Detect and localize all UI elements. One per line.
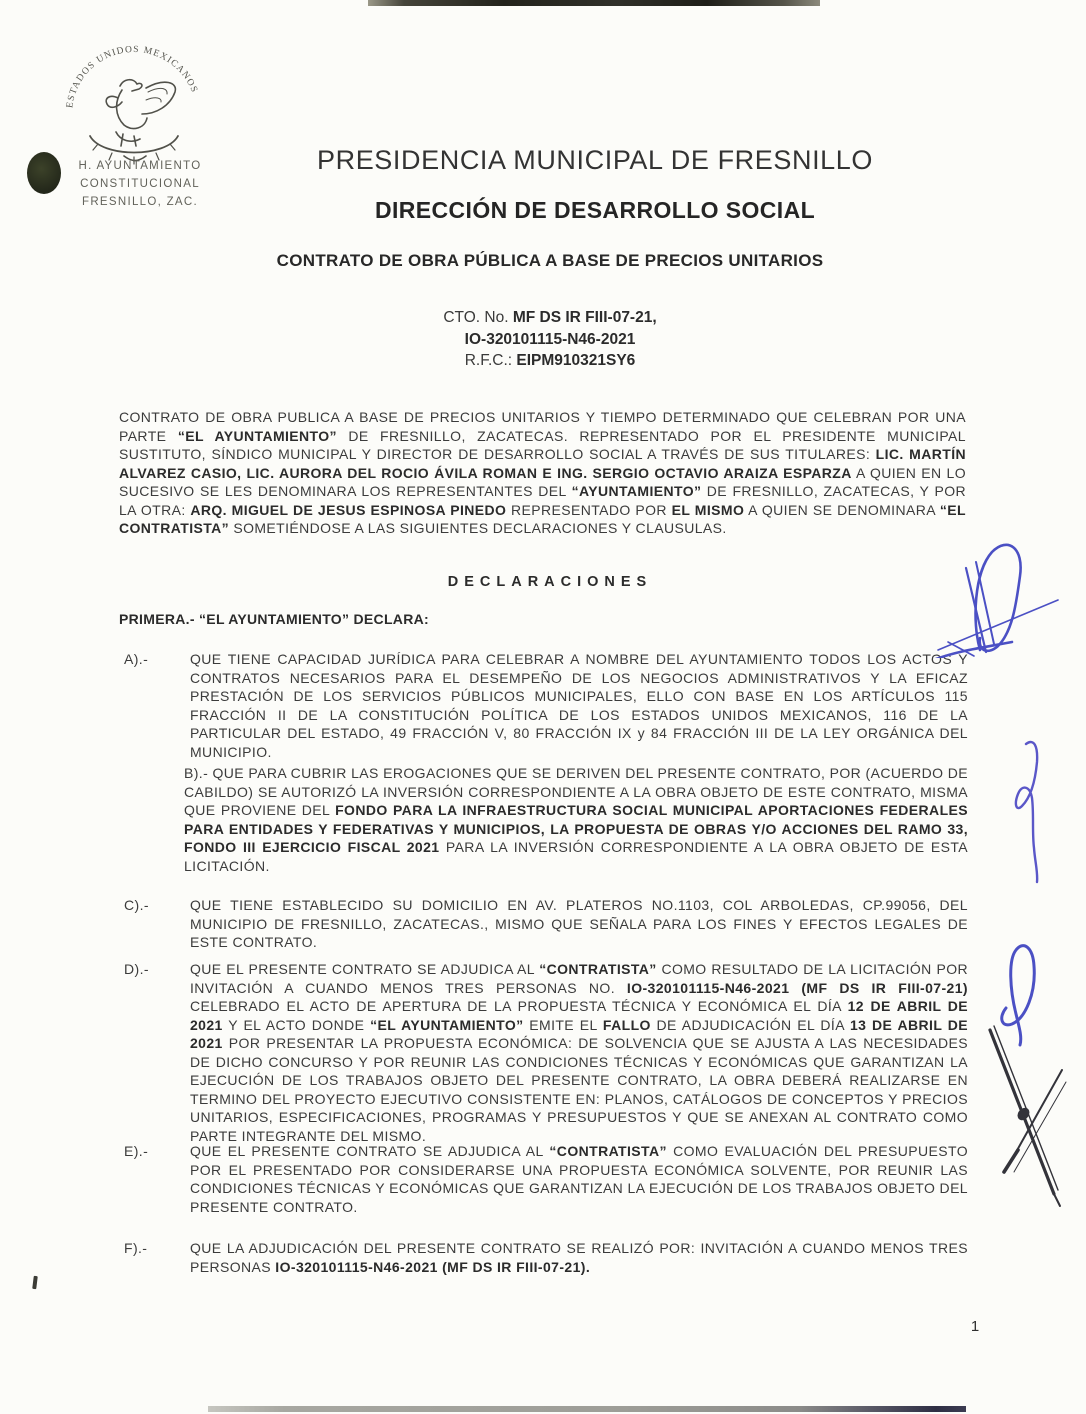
mexican-coat-of-arms-seal bbox=[62, 40, 206, 172]
org-name-line-2: CONSTITUCIONAL bbox=[80, 178, 200, 190]
x-mark-pen-ink bbox=[978, 1022, 1070, 1210]
org-name-line-3: FRESNILLO, ZAC. bbox=[82, 196, 198, 208]
page-title: PRESIDENCIA MUNICIPAL DE FRESNILLO bbox=[316, 145, 874, 175]
department-title: DIRECCIÓN DE DESARROLLO SOCIAL bbox=[374, 197, 816, 223]
signature-ink-margin-b bbox=[1004, 736, 1054, 886]
intro-paragraph: CONTRATO DE OBRA PUBLICA A BASE DE PRECIOS UNITARIOS Y TIEMPO DETERMINADO QUE CELEBRAN POR UNA PARTE “EL AYUNTAMIENTO” DE FRESNILLO, ZACATECAS. REPRESENTADO POR EL PRESIDENTE MUNICIPAL SUSTITUTO, SÍNDICO MUNICIPAL Y DIRECTOR DE DESARROLLO SOCIAL A TRAVÉS DE SUS TITULARES: LIC. MARTÍN ALVAREZ CASIO, LIC. AURORA DEL ROCIO ÁVILA ROMAN E ING. SERGIO OCTAVIO ARAIZA ESPARZA A QUIEN EN LO SUCESIVO SE LES DENOMINARA LOS REPRESENTANTES DEL “AYUNTAMIENTO” DE FRESNILLO, ZACATECAS, Y POR LA OTRA: ARQ. MIGUEL DE JESUS ESPINOSA PINEDO REPRESENTADO POR EL MISMO A QUIEN SE DENOMINARA “EL CONTRATISTA” SOMETIÉNDOSE A LAS SIGUIENTES DECLARACIONES Y CLAUSULAS. bbox=[119, 409, 967, 536]
first-declaration-lead: PRIMERA.- “EL AYUNTAMIENTO” DECLARA: bbox=[119, 611, 429, 627]
svg-text:ESTADOS UNIDOS MEXICANOS bbox=[65, 45, 199, 109]
signature-ink-declaraciones bbox=[928, 538, 1062, 658]
item-label: C).- bbox=[124, 897, 149, 913]
declarations-heading: DECLARACIONES bbox=[447, 574, 653, 590]
item-text: QUE TIENE CAPACIDAD JURÍDICA PARA CELEBRAR A NOMBRE DEL AYUNTAMIENTO TODOS LOS ACTOS Y CONTRATOS NECESARIOS PARA EL DESEMPEÑO DE LOS NEGOCIOS ADMINISTRATIVOS Y LA EFICAZ PRESTACIÓN DE LOS SERVICIOS PÚBLICOS MUNICIPALES, ELLO CON BASE EN LOS ARTÍCULOS 115 FRACCIÓN II DE LA CONSTITUCIÓN POLÍTICA DE LOS ESTADOS UNIDOS MEXICANOS, 116 DE LA PARTICULAR DEL ESTADO, 49 FRACCIÓN V, 80 FRACCIÓN IX y 84 FRACCIÓN III DE LA LEY ORGÁNICA DEL MUNICIPIO. bbox=[190, 651, 968, 760]
item-text: QUE LA ADJUDICACIÓN DEL PRESENTE CONTRATO SE REALIZÓ POR: INVITACIÓN A CUANDO MENOS TRES PERSONAS IO-320101115-N46-2021 (MF DS IR FIII-07-21). bbox=[190, 1240, 968, 1275]
scan-artifact-bottom-bar bbox=[208, 1406, 966, 1412]
item-label: D).- bbox=[124, 961, 149, 977]
seal-arc-text: ESTADOS UNIDOS MEXICANOS bbox=[65, 44, 200, 109]
page-number: 1 bbox=[970, 1318, 980, 1335]
item-text: QUE TIENE ESTABLECIDO SU DOMICILIO EN AV. PLATEROS NO.1103, COL ARBOLEDAS, CP.99056, DEL MUNICIPIO DE FRESNILLO, ZACATECAS., MISMO QUE SEÑALA PARA LOS FINES Y EFECTOS LEGALES DE ESTE CONTRATO. bbox=[190, 897, 968, 950]
item-text: B).- QUE PARA CUBRIR LAS EROGACIONES QUE SE DERIVEN DEL PRESENTE CONTRATO, POR (ACUERDO DE CABILDO) SE AUTORIZÓ LA INVERSIÓN CORRESPONDIENTE A LA OBRA OBJETO DE ESTE CONTRATO, MISMA QUE PROVIENE DEL FONDO PARA LA INFRAESTRUCTURA SOCIAL MUNICIPAL APORTACIONES FEDERALES PARA ENTIDADES Y FEDERATIVAS Y MUNICIPIOS, LA PROPUESTA DE OBRAS Y/O ACCIONES DEL RAMO 33, FONDO III EJERCICIO FISCAL 2021 PARA LA INVERSIÓN CORRESPONDIENTE A LA OBRA OBJETO DE ESTA LICITACIÓN. bbox=[184, 765, 968, 874]
rfc-line: R.F.C.: EIPM910321SY6 bbox=[464, 352, 636, 369]
item-text: QUE EL PRESENTE CONTRATO SE ADJUDICA AL “CONTRATISTA” COMO RESULTADO DE LA LICITACIÓN POR INVITACIÓN A CUANDO MENOS TRES PERSONAS NO. IO-320101115-N46-2021 (MF DS IR FIII-07-21) CELEBRADO EL ACTO DE APERTURA DE LA PROPUESTA TÉCNICA Y ECONÓMICA EL DÍA 12 DE ABRIL DE 2021 Y EL ACTO DONDE “EL AYUNTAMIENTO” EMITE EL FALLO DE ADJUDICACIÓN EL DÍA 13 DE ABRIL DE 2021 POR PRESENTAR LA PROPUESTA ECONÓMICA: DE SOLVENCIA QUE SE AJUSTA A LAS NECESIDADES DE DICHO CONCURSO Y POR REUNIR LAS CONDICIONES TÉCNICAS Y ECONÓMICAS QUE GARANTIZAN LA EJECUCIÓN DE LOS TRABAJOS OBJETO DEL PRESENTE CONTRATO, LA OBRA DEBERÁ REALIZARSE EN TERMINO DEL PROYECTO EJECUTIVO CONSISTENTE EN: PLANOS, CATÁLOGOS DE CONCEPTOS Y PRECIOS UNITARIOS, ESPECIFICACIONES, PROGRAMAS Y PRESUPUESTOS Y QUE SE ANEXAN AL CONTRATO COMO PARTE INTEGRANTE DEL MISMO. bbox=[190, 961, 969, 1144]
item-label: F).- bbox=[124, 1240, 148, 1256]
scan-artifact-top-bar bbox=[368, 0, 820, 6]
scan-artifact-corner-mark bbox=[32, 1276, 38, 1289]
contract-number-line: CTO. No. MF DS IR FIII-07-21, bbox=[443, 309, 657, 326]
eagle-emblem-sketch bbox=[90, 80, 178, 164]
org-name-line-1: H. AYUNTAMIENTO bbox=[78, 160, 202, 172]
item-text: QUE EL PRESENTE CONTRATO SE ADJUDICA AL “CONTRATISTA” COMO EVALUACIÓN DEL PRESUPUESTO POR EL PRESENTADO POR CONSIDERARSE UNA PROPUESTA ECONÓMICA SOLVENTE, POR REUNIR LAS CONDICIONES TÉCNICAS Y ECONÓMICAS QUE GARANTIZAN LA EJECUCIÓN DE LOS TRABAJOS OBJETO DEL PRESENTE CONTRATO. bbox=[190, 1143, 968, 1215]
punch-hole-mark bbox=[27, 152, 61, 194]
contract-reference-block bbox=[150, 307, 950, 372]
item-label: A).- bbox=[124, 651, 149, 667]
item-label: E).- bbox=[124, 1143, 149, 1159]
contract-type-title: CONTRATO DE OBRA PÚBLICA A BASE DE PRECIOS UNITARIOS bbox=[276, 251, 824, 270]
tender-number-line: IO-320101115-N46-2021 bbox=[464, 330, 636, 348]
